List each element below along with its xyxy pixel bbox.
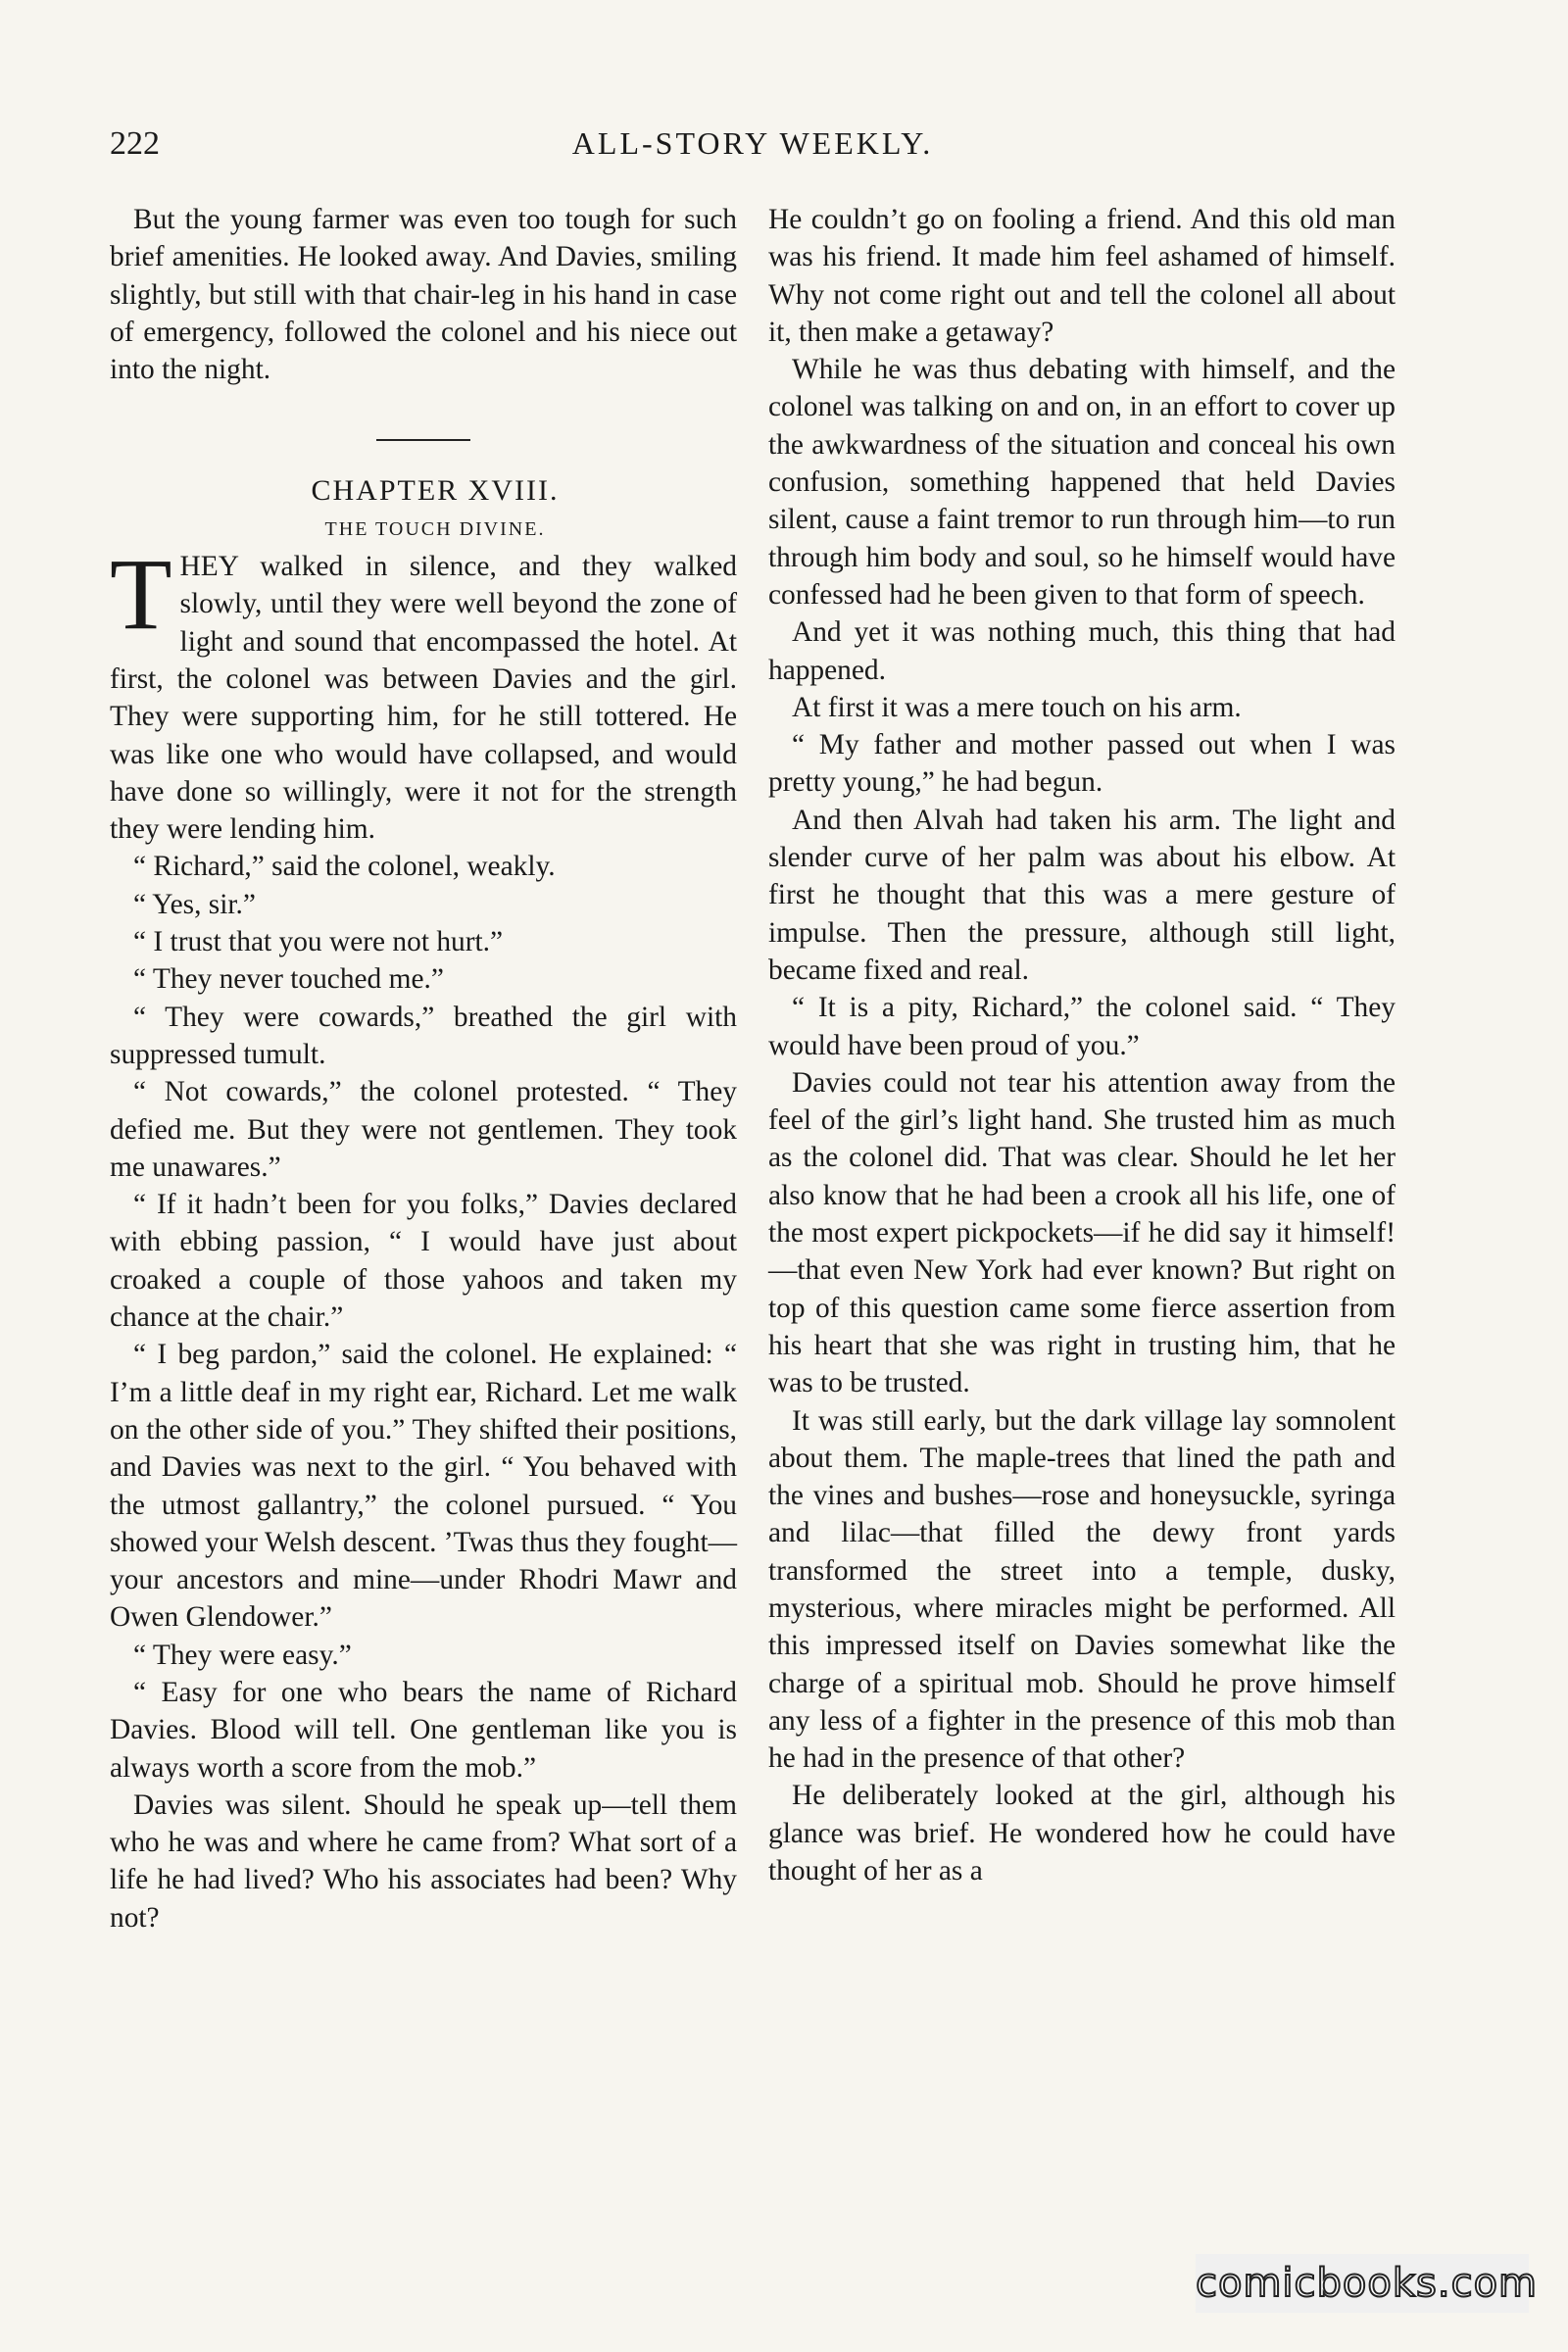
paragraph: “ They were easy.” (133, 1639, 352, 1671)
site-watermark: comicbooks.com (1196, 2254, 1529, 2313)
paragraph: “ Yes, sir.” (133, 888, 256, 920)
paragraph: He couldn’t go on fooling a friend. And this old man was his friend. It made him feel ashamed of himself. Why not come right out and tell the colonel all about it, then make a getaway? (768, 204, 1396, 348)
page-header (110, 125, 1396, 174)
left-column (110, 201, 737, 1936)
paragraph: “ My father and mother passed out when I was pretty young,” he had begun. (768, 729, 1396, 799)
paragraph: It was still early, but the dark village lay somnolent about them. The maple-trees that lined the path and the vines and bushes—rose and honeysuckle, syringa and lilac—that filled the dewy front yards transformed the street into a temple, dusky, mysterious, where miracles might be performed. All this impressed itself on Davies somewhat like the charge of a spiritual mob. Should he prove himself any less of a fighter in the presence of this mob than he had in the presence of that other? (768, 1404, 1396, 1775)
paragraph: “ I beg pardon,” said the colonel. He explained: “ I’m a little deaf in my right ear, Richard. Let me walk on the other side of you.” They shifted their positions, and Davies was next to the girl. “ You behaved with the utmost gallantry,” the colonel pursued. “ You showed your Welsh descent. ’Twas thus they fought—your ancestors and mine—under Rhodri Mawr and Owen Glendower.” (110, 1339, 737, 1634)
paragraph: “ They never touched me.” (133, 963, 444, 996)
paragraph: “ Richard,” said the colonel, weakly. (133, 851, 556, 883)
paragraph: “ Not cowards,” the colonel protested. “ They defied me. But they were not gentlemen. They took me unawares.” (110, 1076, 737, 1183)
paragraph: “ Easy for one who bears the name of Richard Davies. Blood will tell. One gentleman like you is always worth a score from the mob.” (110, 1676, 737, 1784)
chapter-subtitle: THE TOUCH DIVINE. (324, 517, 546, 540)
paragraph: Davies could not tear his attention away from the feel of the girl’s light hand. She trusted him as much as the colonel did. That was clear. Should he let her also know that he had been a crook all his life, one of the most expert pickpockets—if he did say it himself!—that even New York had ever known? But right on top of this question came some fierce assertion from his heart that she was right in trusting him, that he was to be trusted. (768, 1066, 1396, 1399)
paragraph: “ If it hadn’t been for you folks,” Davies declared with ebbing passion, “ I would have just about croaked a couple of those yahoos and taken my chance at the chair.” (110, 1189, 737, 1334)
paragraph: Davies was silent. Should he speak up—tell them who he was and where he came from? What sort of a life he had lived? Who his associates had been? Why not? (110, 1788, 737, 1934)
paragraph: “ It is a pity, Richard,” the colonel said. “ They would have been proud of you.” (768, 992, 1396, 1061)
right-column (768, 201, 1396, 1889)
paragraph: But the young farmer was even too tough for such brief amenities. He looked away. And Davies, smiling slightly, but still with that chair-leg in his hand in case of emergency, followed the colonel and his niece out into the night. (110, 204, 737, 386)
section-divider (376, 439, 470, 441)
paragraph: And then Alvah had taken his arm. The light and slender curve of her palm was about his elbow. At first he thought that this was a mere gesture of impulse. Then the pressure, although still light, became fixed and real. (768, 804, 1396, 986)
drop-cap: T (110, 538, 172, 652)
paragraph-text: HEY walked in silence, and they walked slowly, until they were well beyond the zone of light and sound that encompassed the hotel. At first, the colonel was between Davies and the girl. They were supporting him, for he still tottered. He was like one who would have collapsed, and would have done so willingly, were it not for the strength they were lending him. (110, 551, 737, 846)
paragraph: “ They were cowards,” breathed the girl with suppressed tumult. (110, 1001, 737, 1070)
paragraph: “ I trust that you were not hurt.” (133, 926, 504, 958)
page-number: 222 (110, 125, 160, 162)
paragraph: And yet it was nothing much, this thing that had happened. (768, 616, 1396, 686)
running-title: ALL-STORY WEEKLY. (571, 125, 934, 161)
paragraph: At first it was a mere touch on his arm. (792, 691, 1242, 723)
chapter-opening-paragraph (110, 538, 737, 848)
chapter-title: CHAPTER XVIII. (311, 474, 560, 508)
paragraph: While he was thus debating with himself, and the colonel was talking on and on, in an effort to cover up the awkwardness of the situation and conceal his own confusion, something happened that held Davies silent, cause a faint tremor to run through him—to run through him body and soul, so he himself would have confessed had he been given to that form of speech. (768, 354, 1396, 611)
paragraph: He deliberately looked at the girl, although his glance was brief. He wondered how he could have thought of her as a (768, 1780, 1396, 1887)
